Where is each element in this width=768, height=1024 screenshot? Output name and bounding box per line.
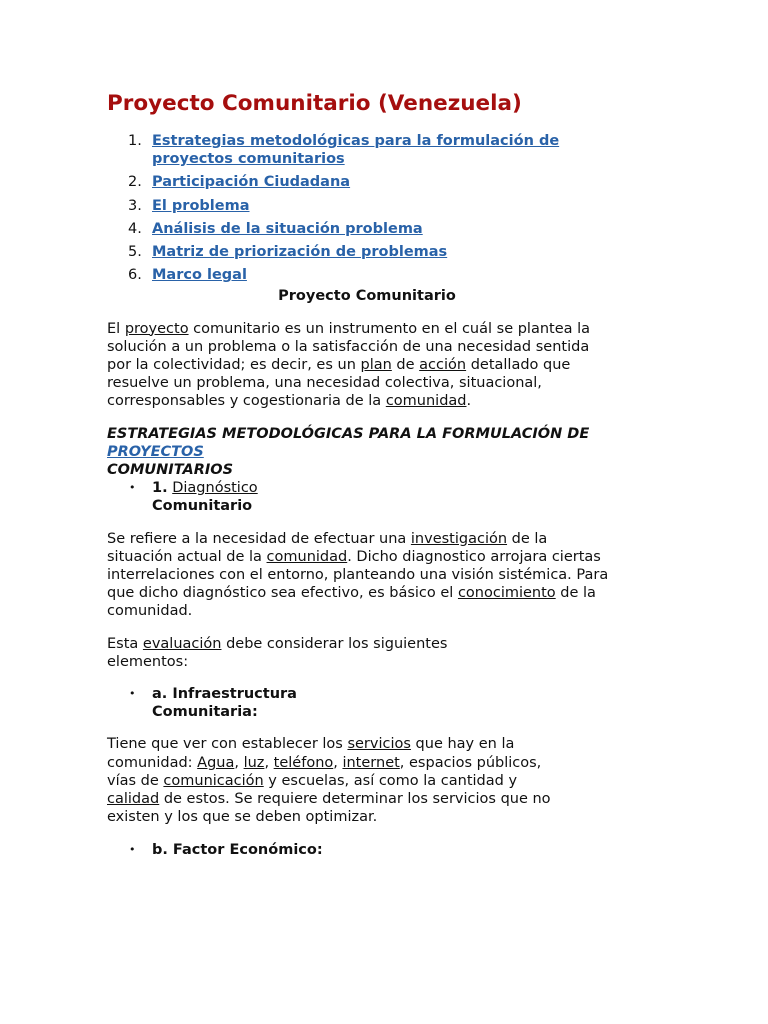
link-plan[interactable]: plan <box>360 357 392 374</box>
section-heading <box>107 425 627 480</box>
bullet-number: 1. <box>152 480 168 497</box>
link-accion[interactable]: acción <box>419 357 467 374</box>
text: El <box>107 320 125 337</box>
bullet-list <box>107 841 627 859</box>
infraestructura-paragraph <box>107 735 557 826</box>
link-servicios[interactable]: servicios <box>347 736 411 753</box>
text: . Dicho diagnostico arrojara ciertas interrelaciones con el entorno, planteando una visión sistémica. Para que dicho diagnóstico sea efectivo, es básico el <box>107 548 609 602</box>
section-title: Proyecto Comunitario <box>278 288 456 305</box>
text: de la comunidad. <box>107 585 596 620</box>
toc-number: 4. <box>128 220 142 237</box>
bullet-marker: • <box>129 481 136 495</box>
link-conocimiento[interactable]: conocimiento <box>457 585 556 602</box>
toc-item <box>128 173 627 191</box>
link-agua[interactable]: Agua <box>197 754 235 771</box>
link-comunidad[interactable]: comunidad <box>266 548 348 565</box>
link-proyecto[interactable]: proyecto <box>124 320 189 337</box>
toc-item <box>128 197 627 215</box>
text: detallado que resuelve un problema, una necesidad colectiva, situacional, corresponsables y cogestionaria de la <box>107 357 571 410</box>
toc-number: 6. <box>128 267 142 284</box>
intro-paragraph <box>107 320 612 411</box>
bullet-marker: • <box>129 842 136 856</box>
toc-item <box>128 243 627 261</box>
heading-text: COMUNITARIOS <box>107 462 234 479</box>
diagnostico-paragraph <box>107 530 612 621</box>
link-calidad[interactable]: calidad <box>107 791 160 808</box>
toc-item <box>128 266 627 284</box>
link-investigacion[interactable]: investigación <box>410 530 508 547</box>
toc-link-estrategias[interactable]: Estrategias metodológicas para la formulación de proyectos comunitarios <box>152 133 560 168</box>
toc-number: 1. <box>128 133 142 149</box>
bullet-marker: • <box>129 687 136 701</box>
text: , <box>264 754 274 771</box>
link-proyectos[interactable]: PROYECTOS <box>107 443 204 460</box>
table-of-contents <box>107 132 627 284</box>
toc-number: 3. <box>128 197 142 214</box>
text: debe considerar los siguientes elementos: <box>107 635 448 670</box>
toc-link-marco-legal[interactable]: Marco legal <box>152 267 247 284</box>
bullet-text: b. Factor Económico: <box>152 841 323 858</box>
page-title: Proyecto Comunitario (Venezuela) <box>107 91 522 116</box>
text: de estos. Se requiere determinar los servicios que no existen y los que se deben optimizar. <box>107 791 551 826</box>
text: , <box>234 754 244 771</box>
link-luz[interactable]: luz <box>243 754 265 771</box>
bullet-text: Comunitario <box>152 498 253 515</box>
evaluacion-paragraph <box>107 635 487 671</box>
toc-link-problema[interactable]: El problema <box>152 197 250 214</box>
list-item <box>129 685 322 721</box>
link-diagnostico[interactable]: Diagnóstico <box>172 480 258 497</box>
link-evaluacion[interactable]: evaluación <box>142 635 222 652</box>
link-telefono[interactable]: teléfono <box>273 754 334 771</box>
text: y escuelas, así como la cantidad y <box>263 772 518 789</box>
text: que hay en la comunidad: <box>107 736 515 771</box>
text: Tiene que ver con establecer los <box>107 736 348 753</box>
text: Esta <box>107 635 143 652</box>
toc-number: 5. <box>128 244 142 261</box>
toc-number: 2. <box>128 174 142 191</box>
link-comunicacion[interactable]: comunicación <box>163 772 264 789</box>
text: de la situación actual de la <box>107 530 548 565</box>
bullet-list <box>107 685 627 721</box>
toc-item <box>128 132 572 168</box>
list-item <box>129 841 627 859</box>
text: Se refiere a la necesidad de efectuar una <box>107 530 411 547</box>
list-item <box>129 479 627 515</box>
toc-link-participacion[interactable]: Participación Ciudadana <box>152 174 351 191</box>
heading-text: ESTRATEGIAS METODOLÓGICAS PARA LA FORMULACIÓN DE <box>107 425 590 442</box>
bullet-list <box>107 479 627 515</box>
text: , <box>333 754 343 771</box>
text: . <box>466 393 472 410</box>
toc-link-analisis[interactable]: Análisis de la situación problema <box>152 220 423 237</box>
text: comunitario es un instrumento en el cuál se plantea la solución a un problema o la satisfacción de una necesidad sentida por la colectividad; es decir, es un <box>107 320 591 374</box>
toc-link-matriz[interactable]: Matriz de priorización de problemas <box>152 244 448 261</box>
text: , espacios públicos, vías de <box>107 754 542 789</box>
link-comunidad[interactable]: comunidad <box>385 393 467 410</box>
text: de <box>391 357 420 374</box>
toc-item <box>128 220 627 238</box>
link-internet[interactable]: internet <box>342 754 400 771</box>
bullet-text: a. Infraestructura Comunitaria: <box>152 686 297 721</box>
